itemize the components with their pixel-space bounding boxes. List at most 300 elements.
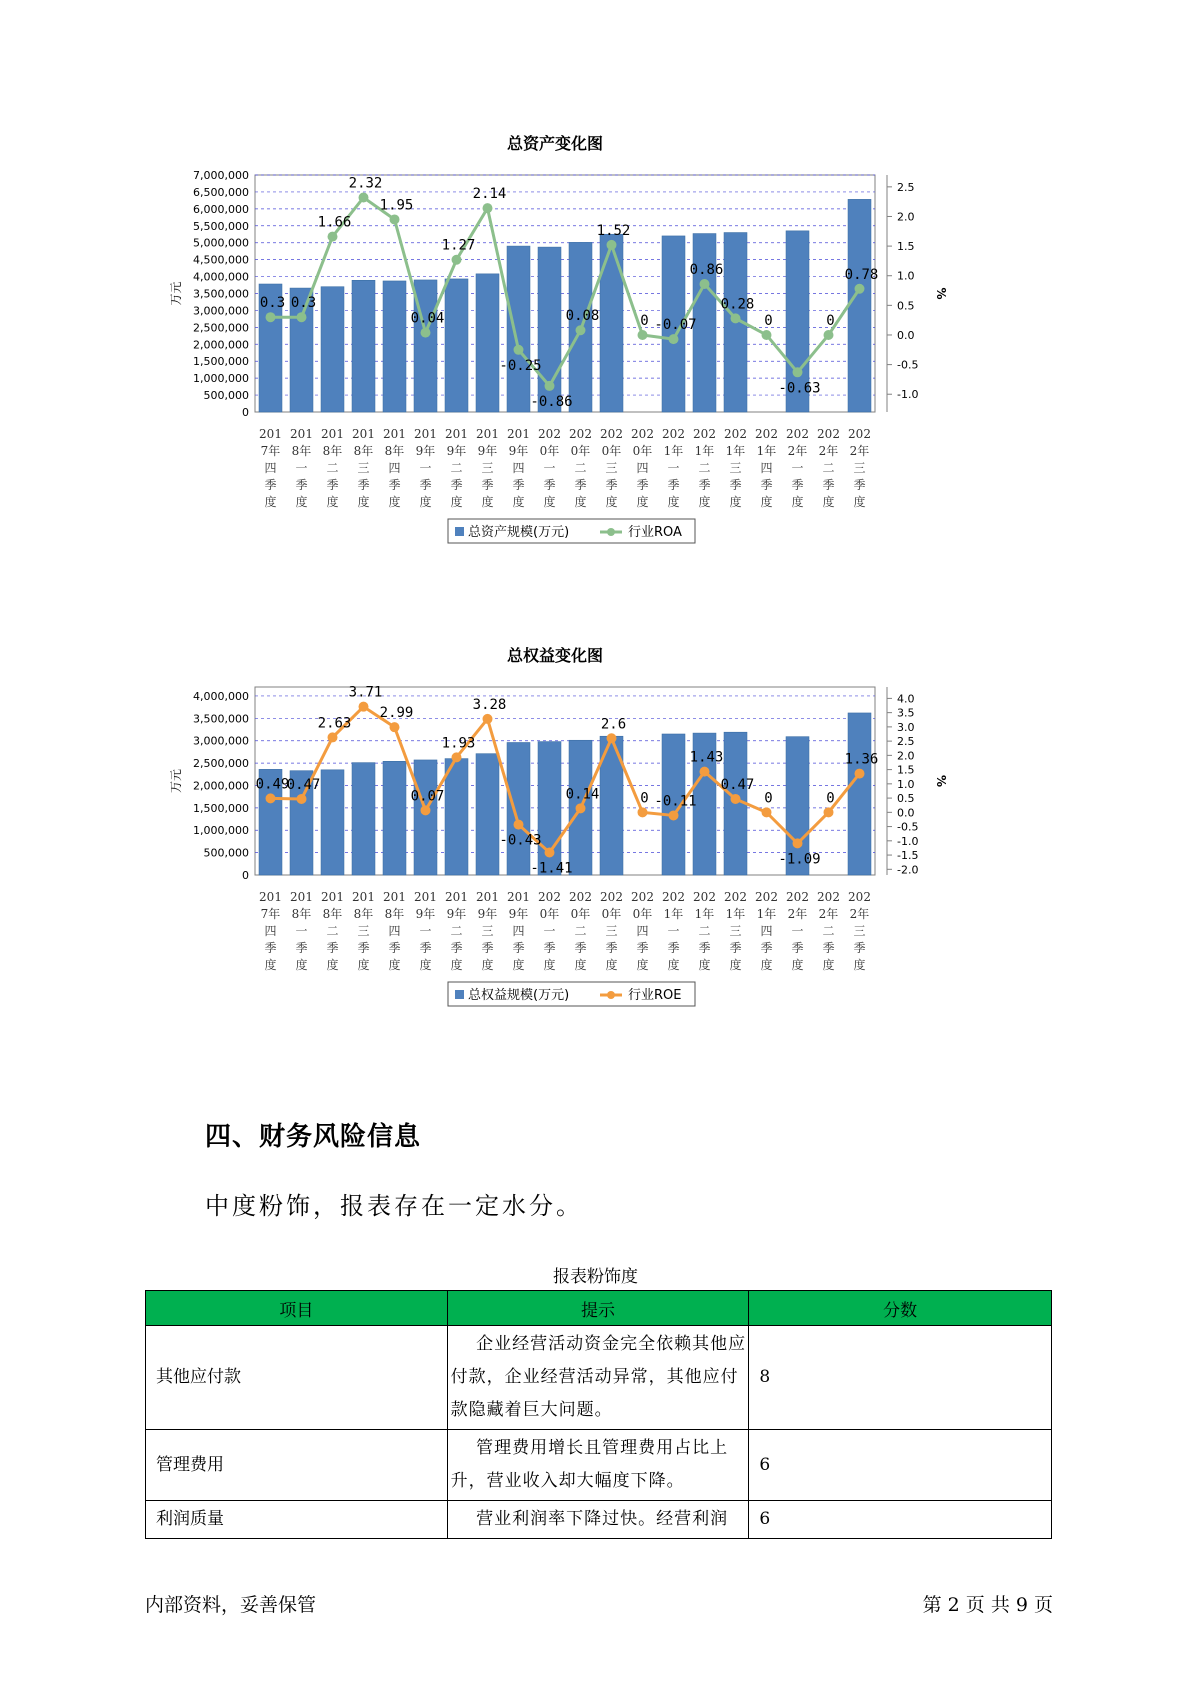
x-tick-label: 二	[698, 924, 711, 938]
x-tick-label: 2年	[818, 907, 839, 921]
x-tick-label: 8年	[322, 444, 343, 458]
x-tick-label: 季	[853, 478, 866, 492]
x-tick-label: 四	[264, 461, 277, 475]
x-tick-label: 202	[817, 427, 840, 441]
line-point	[359, 702, 369, 712]
total-equity-chart	[160, 637, 1030, 1067]
row-score: 8	[749, 1326, 1052, 1430]
x-tick-label: 一	[419, 461, 432, 475]
line-point	[328, 732, 338, 742]
x-tick-label: 三	[729, 924, 742, 938]
data-label: 1.36	[844, 751, 879, 768]
row-item: 利润质量	[146, 1501, 448, 1539]
legend-line-marker	[607, 991, 615, 999]
line-point	[514, 820, 524, 830]
line-point	[576, 803, 586, 813]
data-label: 0.04	[410, 310, 445, 327]
x-tick-label: 度	[574, 958, 587, 972]
x-tick-label: 度	[636, 958, 649, 972]
x-tick-label: 季	[636, 478, 649, 492]
x-tick-label: 一	[419, 924, 432, 938]
line-point	[452, 752, 462, 762]
x-tick-label: 1年	[725, 907, 746, 921]
x-tick-label: 201	[321, 427, 344, 441]
x-tick-label: 度	[295, 495, 308, 509]
x-tick-label: 季	[574, 941, 587, 955]
x-tick-label: 202	[755, 427, 778, 441]
x-tick-label: 季	[264, 941, 277, 955]
y-left-tick-label: 0	[242, 869, 249, 882]
x-tick-label: 度	[264, 958, 277, 972]
y-right-tick-label: 2.0	[897, 749, 915, 763]
x-tick-label: 季	[481, 478, 494, 492]
x-tick-label: 季	[636, 941, 649, 955]
legend-bar-label: 总资产规模(万元)	[468, 525, 570, 540]
line-point	[452, 255, 462, 265]
line-point	[390, 214, 400, 224]
x-tick-label: 度	[419, 495, 432, 509]
y-right-tick-label: 4.0	[897, 692, 915, 706]
data-label: -1.09	[778, 851, 821, 868]
table-row	[146, 1430, 1052, 1501]
y-right-tick-label: -0.5	[897, 358, 919, 372]
x-tick-label: 1年	[756, 907, 777, 921]
data-label: -0.07	[654, 317, 697, 334]
row-score: 6	[749, 1501, 1052, 1539]
line-point	[607, 240, 617, 250]
line-point	[266, 793, 276, 803]
data-label: -0.25	[499, 357, 542, 374]
x-tick-label: 7年	[260, 907, 281, 921]
chart-bar	[848, 199, 871, 412]
line-point	[638, 330, 648, 340]
row-hint: 营业利润率下降过快。经营利润	[447, 1501, 749, 1539]
x-tick-label: 1年	[756, 444, 777, 458]
y-left-tick-label: 5,000,000	[193, 236, 249, 250]
x-tick-label: 二	[822, 461, 835, 475]
x-tick-label: 度	[574, 495, 587, 509]
x-tick-label: 202	[569, 890, 592, 904]
total-assets-chart	[160, 125, 1030, 555]
table-caption: 报表粉饰度	[553, 1267, 638, 1287]
row-score: 6	[749, 1430, 1052, 1501]
line-point	[824, 807, 834, 817]
x-tick-label: 度	[698, 958, 711, 972]
x-tick-label: 度	[667, 495, 680, 509]
line-point	[731, 313, 741, 323]
x-tick-label: 季	[822, 478, 835, 492]
line-point	[824, 330, 834, 340]
x-tick-label: 一	[791, 924, 804, 938]
x-tick-label: 三	[357, 461, 370, 475]
x-tick-label: 季	[667, 941, 680, 955]
x-tick-label: 季	[760, 941, 773, 955]
y-left-tick-label: 500,000	[203, 846, 249, 860]
x-tick-label: 度	[853, 495, 866, 509]
y-left-tick-label: 4,500,000	[193, 253, 249, 267]
x-tick-label: 8年	[353, 444, 374, 458]
x-tick-label: 二	[326, 461, 339, 475]
y-right-tick-label: 0.0	[897, 806, 915, 820]
x-tick-label: 201	[414, 890, 437, 904]
x-tick-label: 季	[729, 941, 742, 955]
line-point	[421, 328, 431, 338]
x-tick-label: 四	[264, 924, 277, 938]
x-tick-label: 四	[760, 924, 773, 938]
data-label: 2.14	[472, 186, 507, 203]
x-tick-label: 度	[791, 495, 804, 509]
data-label: 0	[826, 790, 835, 807]
x-tick-label: 度	[605, 958, 618, 972]
y-left-tick-label: 4,000,000	[193, 270, 249, 284]
x-tick-label: 度	[326, 958, 339, 972]
x-tick-label: 9年	[508, 907, 529, 921]
data-label: -0.86	[530, 393, 573, 410]
y-right-tick-label: 0.5	[897, 792, 915, 806]
data-label: 0.3	[290, 295, 317, 312]
data-label: 0.49	[255, 776, 290, 793]
x-tick-label: 202	[569, 427, 592, 441]
x-tick-label: 8年	[384, 907, 405, 921]
line-point	[328, 232, 338, 242]
y-left-tick-label: 3,500,000	[193, 287, 249, 301]
data-label: 1.27	[441, 237, 476, 254]
risk-summary: 中度粉饰，报表存在一定水分。	[205, 1192, 583, 1220]
x-tick-label: 1年	[663, 444, 684, 458]
x-tick-label: 202	[631, 427, 654, 441]
line-point	[483, 714, 493, 724]
x-tick-label: 0年	[570, 444, 591, 458]
x-tick-label: 度	[481, 495, 494, 509]
x-tick-label: 201	[414, 427, 437, 441]
header-item: 项目	[146, 1291, 448, 1326]
footer-note: 内部资料，妥善保管	[145, 1594, 317, 1616]
x-tick-label: 季	[357, 941, 370, 955]
x-tick-label: 季	[698, 941, 711, 955]
chart-bar	[352, 763, 375, 875]
row-item: 管理费用	[146, 1430, 448, 1501]
x-tick-label: 202	[631, 890, 654, 904]
x-tick-label: 1年	[694, 444, 715, 458]
x-tick-label: 201	[507, 890, 530, 904]
x-tick-label: 202	[600, 890, 623, 904]
x-tick-label: 度	[481, 958, 494, 972]
data-label: 0.47	[720, 776, 755, 793]
x-tick-label: 9年	[508, 444, 529, 458]
data-label: 3.71	[348, 684, 383, 701]
y-right-tick-label: -1.0	[897, 388, 919, 402]
header-score: 分数	[749, 1291, 1052, 1326]
line-point	[514, 345, 524, 355]
legend-bar-swatch	[455, 527, 464, 536]
x-tick-label: 度	[729, 958, 742, 972]
data-label: -1.41	[530, 860, 573, 877]
y-left-tick-label: 4,000,000	[193, 689, 249, 703]
x-tick-label: 季	[450, 478, 463, 492]
x-tick-label: 度	[357, 495, 370, 509]
row-hint: 管理费用增长且管理费用占比上升，营业收入却大幅度下降。	[447, 1430, 749, 1501]
line-point	[576, 325, 586, 335]
x-tick-label: 二	[450, 461, 463, 475]
line-point	[731, 794, 741, 804]
x-tick-label: 季	[698, 478, 711, 492]
legend-line-label: 行业ROE	[628, 988, 682, 1003]
y-right-tick-label: 1.0	[897, 777, 915, 791]
y-left-tick-label: 1,000,000	[193, 372, 249, 386]
data-label: 0.47	[286, 776, 321, 793]
x-tick-label: 2年	[787, 907, 808, 921]
x-tick-label: 季	[605, 941, 618, 955]
x-tick-label: 三	[853, 461, 866, 475]
data-label: 1.66	[317, 214, 352, 231]
x-tick-label: 二	[574, 924, 587, 938]
x-tick-label: 201	[445, 427, 468, 441]
y-left-tick-label: 1,500,000	[193, 801, 249, 815]
x-tick-label: 一	[295, 924, 308, 938]
x-tick-label: 2年	[818, 444, 839, 458]
x-tick-label: 9年	[446, 907, 467, 921]
x-tick-label: 一	[543, 461, 556, 475]
y-left-axis-label: 万元	[169, 768, 183, 794]
x-tick-label: 9年	[477, 444, 498, 458]
chart-bar	[507, 246, 530, 412]
x-tick-label: 201	[445, 890, 468, 904]
x-tick-label: 0年	[601, 907, 622, 921]
chart-bar	[476, 754, 499, 875]
legend-bar-label: 总权益规模(万元)	[468, 988, 570, 1003]
chart-bar	[383, 761, 406, 875]
x-tick-label: 三	[605, 461, 618, 475]
x-tick-label: 202	[662, 427, 685, 441]
x-tick-label: 度	[853, 958, 866, 972]
header-hint: 提示	[447, 1291, 749, 1326]
line-point	[297, 312, 307, 322]
x-tick-label: 8年	[353, 907, 374, 921]
x-tick-label: 四	[636, 461, 649, 475]
data-label: 0	[640, 312, 649, 329]
y-left-tick-label: 2,000,000	[193, 338, 249, 352]
y-right-axis-label: %	[934, 774, 948, 788]
table-row	[146, 1326, 1052, 1430]
data-label: 0.14	[565, 786, 600, 803]
x-tick-label: 8年	[384, 444, 405, 458]
legend-line-label: 行业ROA	[628, 525, 682, 540]
data-label: -0.63	[778, 380, 821, 397]
line-point	[545, 847, 555, 857]
x-tick-label: 一	[667, 924, 680, 938]
x-tick-label: 9年	[415, 907, 436, 921]
x-tick-label: 季	[481, 941, 494, 955]
y-left-tick-label: 3,500,000	[193, 712, 249, 726]
x-tick-label: 1年	[725, 444, 746, 458]
x-tick-label: 0年	[570, 907, 591, 921]
y-left-tick-label: 2,500,000	[193, 321, 249, 335]
x-tick-label: 四	[512, 461, 525, 475]
x-tick-label: 8年	[291, 444, 312, 458]
x-tick-label: 二	[698, 461, 711, 475]
x-tick-label: 8年	[291, 907, 312, 921]
data-label: 1.93	[441, 735, 476, 752]
total-assets-chart-svg	[160, 125, 1030, 555]
line-point	[669, 334, 679, 344]
legend-bar-swatch	[455, 990, 464, 999]
table-row	[146, 1501, 1052, 1539]
data-label: 1.95	[379, 197, 414, 214]
x-tick-label: 季	[388, 941, 401, 955]
x-tick-label: 201	[352, 890, 375, 904]
x-tick-label: 9年	[415, 444, 436, 458]
chart-title: 总权益变化图	[506, 646, 604, 665]
x-tick-label: 季	[760, 478, 773, 492]
x-tick-label: 202	[724, 890, 747, 904]
x-tick-label: 一	[295, 461, 308, 475]
y-right-tick-label: 1.5	[897, 763, 915, 777]
x-tick-label: 季	[295, 941, 308, 955]
x-tick-label: 季	[450, 941, 463, 955]
chart-bar	[321, 770, 344, 875]
chart-bar	[321, 287, 344, 412]
x-tick-label: 三	[481, 461, 494, 475]
x-tick-label: 201	[383, 427, 406, 441]
x-tick-label: 季	[512, 941, 525, 955]
y-left-tick-label: 3,000,000	[193, 734, 249, 748]
x-tick-label: 季	[419, 941, 432, 955]
x-tick-label: 度	[295, 958, 308, 972]
x-tick-label: 201	[290, 427, 313, 441]
x-tick-label: 季	[512, 478, 525, 492]
x-tick-label: 二	[822, 924, 835, 938]
x-tick-label: 二	[574, 461, 587, 475]
data-label: 0.07	[410, 788, 445, 805]
y-left-tick-label: 7,000,000	[193, 169, 249, 182]
x-tick-label: 三	[605, 924, 618, 938]
x-tick-label: 季	[295, 478, 308, 492]
x-tick-label: 度	[636, 495, 649, 509]
y-right-tick-label: -1.5	[897, 849, 919, 863]
x-tick-label: 201	[507, 427, 530, 441]
x-tick-label: 202	[817, 890, 840, 904]
line-point	[638, 807, 648, 817]
x-tick-label: 201	[259, 427, 282, 441]
y-right-tick-label: -0.5	[897, 820, 919, 834]
x-tick-label: 202	[848, 890, 871, 904]
x-tick-label: 季	[543, 478, 556, 492]
x-tick-label: 202	[538, 890, 561, 904]
y-right-tick-label: 2.0	[897, 210, 915, 224]
x-tick-label: 2年	[787, 444, 808, 458]
x-tick-label: 度	[450, 958, 463, 972]
x-tick-label: 季	[543, 941, 556, 955]
chart-bar	[476, 274, 499, 412]
line-point	[762, 807, 772, 817]
x-tick-label: 2年	[849, 907, 870, 921]
data-label: 0	[764, 790, 773, 807]
line-point	[855, 769, 865, 779]
data-label: 0.3	[259, 295, 286, 312]
x-tick-label: 度	[760, 495, 773, 509]
data-label: -0.11	[654, 793, 697, 810]
chart-bar	[445, 759, 468, 875]
x-tick-label: 0年	[539, 907, 560, 921]
x-tick-label: 202	[693, 427, 716, 441]
x-tick-label: 度	[605, 495, 618, 509]
data-label: -0.43	[499, 832, 542, 849]
x-tick-label: 四	[760, 461, 773, 475]
x-tick-label: 度	[760, 958, 773, 972]
row-hint: 企业经营活动资金完全依赖其他应付款，企业经营活动异常，其他应付款隐藏着巨大问题。	[447, 1326, 749, 1430]
chart-bar	[445, 279, 468, 412]
x-tick-label: 201	[476, 427, 499, 441]
data-label: 0	[640, 790, 649, 807]
line-point	[545, 381, 555, 391]
x-tick-label: 202	[848, 427, 871, 441]
chart-bar	[414, 760, 437, 875]
x-tick-label: 季	[264, 478, 277, 492]
x-tick-label: 度	[326, 495, 339, 509]
chart-bar	[383, 281, 406, 412]
x-tick-label: 三	[729, 461, 742, 475]
x-tick-label: 季	[574, 478, 587, 492]
row-item: 其他应付款	[146, 1326, 448, 1430]
x-tick-label: 季	[605, 478, 618, 492]
y-right-tick-label: 1.0	[897, 269, 915, 283]
line-point	[762, 330, 772, 340]
x-tick-label: 三	[357, 924, 370, 938]
x-tick-label: 二	[450, 924, 463, 938]
x-tick-label: 1年	[694, 907, 715, 921]
x-tick-label: 0年	[632, 444, 653, 458]
data-label: 0	[764, 312, 773, 329]
line-point	[793, 838, 803, 848]
page-number: 第 2 页 共 9 页	[922, 1594, 1053, 1616]
line-point	[607, 733, 617, 743]
data-label: 0	[826, 312, 835, 329]
x-tick-label: 202	[724, 427, 747, 441]
x-tick-label: 一	[543, 924, 556, 938]
y-right-tick-label: 3.0	[897, 720, 915, 734]
y-right-tick-label: -1.0	[897, 834, 919, 848]
data-label: 2.99	[379, 705, 414, 722]
x-tick-label: 二	[326, 924, 339, 938]
x-tick-label: 季	[388, 478, 401, 492]
x-tick-label: 度	[419, 958, 432, 972]
x-tick-label: 度	[791, 958, 804, 972]
y-right-axis-label: %	[934, 287, 948, 300]
x-tick-label: 季	[326, 478, 339, 492]
section-title: 四、财务风险信息	[205, 1122, 422, 1152]
x-tick-label: 度	[450, 495, 463, 509]
chart-bar	[848, 713, 871, 875]
x-tick-label: 四	[388, 924, 401, 938]
x-tick-label: 度	[543, 495, 556, 509]
x-tick-label: 201	[352, 427, 375, 441]
x-tick-label: 1年	[663, 907, 684, 921]
x-tick-label: 季	[791, 478, 804, 492]
data-label: 1.43	[689, 749, 724, 766]
data-label: 0.28	[720, 296, 755, 313]
x-tick-label: 季	[419, 478, 432, 492]
x-tick-label: 季	[667, 478, 680, 492]
x-tick-label: 度	[729, 495, 742, 509]
x-tick-label: 度	[667, 958, 680, 972]
x-tick-label: 度	[543, 958, 556, 972]
y-left-axis-label: 万元	[169, 281, 183, 306]
x-tick-label: 度	[822, 495, 835, 509]
x-tick-label: 8年	[322, 907, 343, 921]
y-left-tick-label: 0	[242, 406, 249, 419]
x-tick-label: 202	[538, 427, 561, 441]
data-label: 2.63	[317, 715, 352, 732]
